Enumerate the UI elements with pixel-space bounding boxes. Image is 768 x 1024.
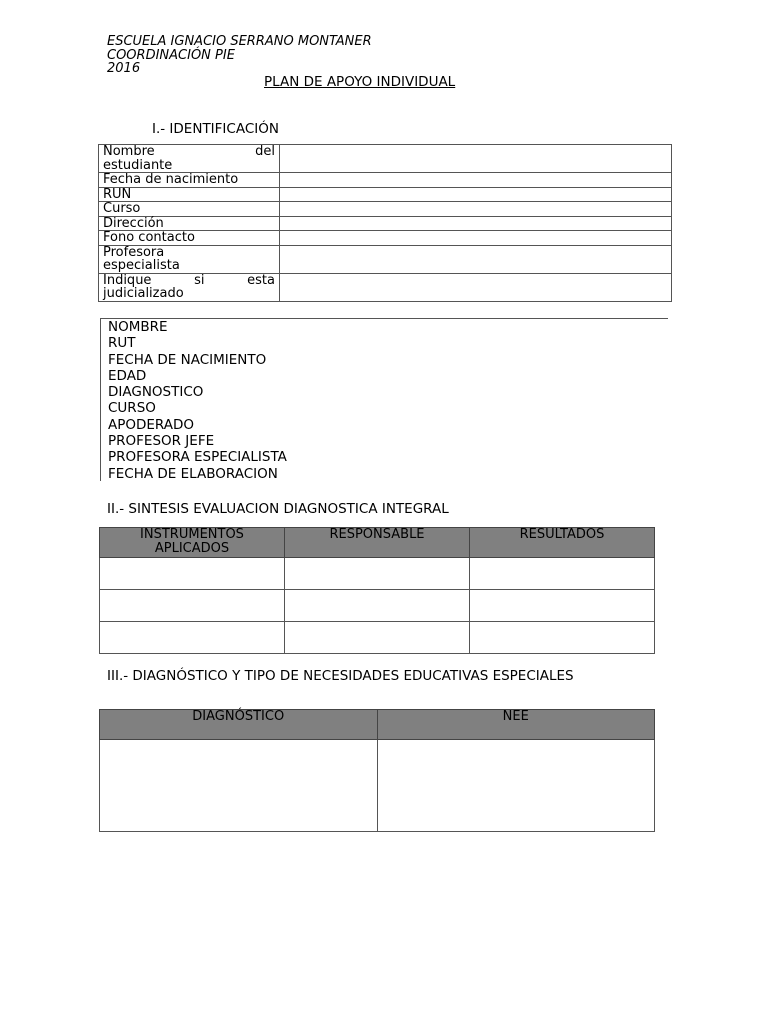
list-item: PROFESOR JEFE [108,433,215,450]
table-row [100,622,655,654]
list-item: NOMBRE [108,319,168,335]
table-cell[interactable] [285,590,470,622]
row-label [99,145,280,173]
row-label: Fecha de nacimiento [99,173,280,188]
table-cell[interactable] [100,740,378,832]
row-label: Fono contacto [99,231,280,246]
address-field[interactable] [280,216,672,231]
row-label: Dirección [99,216,280,231]
label-line: estudiante [103,157,173,173]
table-row [99,216,672,231]
plan-title: PLAN DE APOYO INDIVIDUAL [264,74,456,90]
course-field[interactable] [280,202,672,217]
coordination-name: COORDINACIÓN PIE [107,47,235,63]
table-row [99,231,672,246]
section-identificacion-heading: I.- IDENTIFICACIÓN [152,121,279,137]
table-row [99,145,672,173]
list-item: RUT [108,335,136,352]
birthdate-field[interactable] [280,173,672,188]
section-diagnostico-heading: III.- DIAGNÓSTICO Y TIPO DE NECESIDADES EDUCATIVAS ESPECIALES [107,668,574,684]
label-line: judicializado [103,286,184,301]
list-item: CURSO [108,400,156,417]
list-item: FECHA DE NACIMIENTO [108,351,267,368]
year: 2016 [107,61,141,76]
list-item: FECHA DE ELABORACION [108,465,278,482]
table-row [99,273,672,301]
table-row [99,173,672,188]
instruments-table [99,527,655,654]
label-line: Profesora [103,244,165,260]
row-label [99,245,280,273]
column-header-instrumentos: INSTRUMENTOS APLICADOS [100,528,285,558]
summary-list [100,318,668,481]
diagnosis-table [99,709,655,832]
table-cell[interactable] [377,740,655,832]
table-row [99,202,672,217]
label-word: si [194,272,205,288]
list-item: PROFESORA ESPECIALISTA [108,449,287,466]
table-cell[interactable] [100,622,285,654]
table-cell[interactable] [470,622,655,654]
student-name-field[interactable] [280,145,672,173]
label-word: Indique [103,272,152,288]
table-cell[interactable] [285,558,470,590]
table-row [99,245,672,273]
label-line [103,145,275,159]
label-word: del [255,144,275,159]
row-label [99,273,280,301]
identification-table [98,144,672,302]
section-sintesis-heading: II.- SINTESIS EVALUACION DIAGNOSTICA INTEGRAL [107,501,449,517]
table-cell[interactable] [285,622,470,654]
run-field[interactable] [280,187,672,202]
table-cell[interactable] [100,558,285,590]
label-line: especialista [103,258,180,273]
table-row [100,590,655,622]
table-row [100,558,655,590]
school-name: ESCUELA IGNACIO SERRANO MONTANER [107,34,372,49]
list-item: APODERADO [108,416,195,433]
label-word: Nombre [103,144,155,159]
row-label: Curso [99,202,280,217]
table-cell[interactable] [470,558,655,590]
row-label: RUN [99,187,280,202]
table-header-row [100,528,655,558]
table-header-row [100,710,655,740]
table-row [99,187,672,202]
document-header [107,35,372,76]
judicialized-field[interactable] [280,273,672,301]
column-header-resultados: RESULTADOS [470,528,655,558]
specialist-teacher-field[interactable] [280,245,672,273]
list-item: DIAGNOSTICO [108,384,204,401]
label-line [103,274,275,288]
label-word: esta [247,272,275,288]
column-header-nee: NEE [377,710,655,740]
phone-field[interactable] [280,231,672,246]
table-cell[interactable] [470,590,655,622]
column-header-responsable: RESPONSABLE [285,528,470,558]
column-header-diagnostico: DIAGNÓSTICO [100,710,378,740]
table-row [100,740,655,832]
list-item: EDAD [108,367,147,384]
table-cell[interactable] [100,590,285,622]
